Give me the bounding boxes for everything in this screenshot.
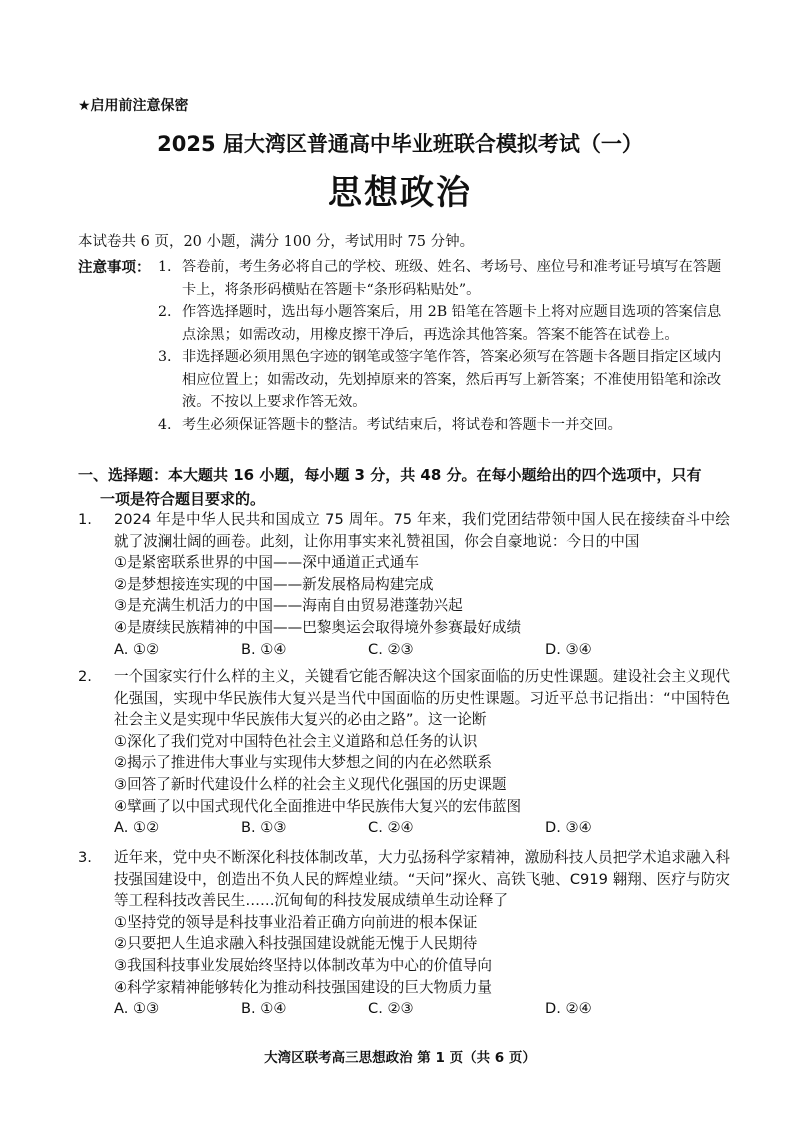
note-item [158, 301, 728, 346]
statement-option: ①坚持党的领导是科技事业沿着正确方向前进的根本保证 [114, 913, 478, 931]
statement-option: ④是赓续民族精神的中国——巴黎奥运会取得境外参赛最好成绩 [114, 618, 522, 636]
exam-title: 2025 届大湾区普通高中毕业班联合模拟考试（一） [157, 132, 643, 156]
note-text: 作答选择题时，选出每小题答案后，用 2B 铅笔在答题卡上将对应题目选项的答案信息点涂黑；如需改动，用橡皮擦干净后，再选涂其他答案。答案不能答在试卷上。 [182, 304, 722, 343]
statement-option: ②是梦想接连实现的中国——新发展格局构建完成 [114, 575, 434, 593]
note-text: 答卷前，考生务必将自己的学校、班级、姓名、考场号、座位号和准考证号填写在答题卡上，将条形码横贴在答题卡“条形码粘贴处”。 [182, 259, 722, 298]
question-stem: 2024 年是中华人民共和国成立 75 周年。75 年来，我们党团结带领中国人民在接续奋斗中绘就了波澜壮阔的画卷。此刻，让你用事实来礼赞祖国，你会自豪地说：今日的中国 [114, 511, 730, 550]
question-number: 1. [78, 511, 92, 528]
statement-option: ②揭示了推进伟大事业与实现伟大梦想之间的内在必然联系 [114, 754, 492, 772]
question-stem: 近年来，党中央不断深化科技体制改革，大力弘扬科学家精神，激励科技人员把学术追求融入科技强国建设中，创造出不负人民的辉煌业绩。“天问”探火、高铁飞驰、C919 翱翔、医疗与防灾等工程科技改善民生……沉甸甸的科技发展成绩单生动诠释了 [114, 849, 730, 910]
note-text: 考生必须保证答题卡的整洁。考试结束后，将试卷和答题卡一并交回。 [182, 416, 622, 433]
choice-b: B. ①④ [241, 1000, 287, 1018]
subject-title: 思想政治 [328, 173, 472, 213]
statement-option: ③是充满生机活力的中国——海南自由贸易港蓬勃兴起 [114, 597, 463, 615]
section-heading-line: 一项是符合题目要求的。 [100, 490, 266, 508]
section-heading-line: 一、选择题：本大题共 16 小题，每小题 3 分，共 48 分。在每小题给出的四个选项中，只有 [78, 466, 702, 484]
choice-a: A. ①② [114, 819, 160, 837]
answer-choices [78, 817, 730, 839]
question-3 [78, 847, 730, 1020]
exam-intro: 本试卷共 6 页，20 小题，满分 100 分，考试用时 75 分钟。 [78, 234, 475, 250]
note-number: 4. [158, 416, 172, 433]
section-heading [78, 463, 728, 511]
statement-option: ④擘画了以中国式现代化全面推进中华民族伟大复兴的宏伟蓝图 [114, 797, 522, 815]
question-2 [78, 666, 730, 839]
statement-option: ②只要把人生追求融入科技强国建设就能无愧于人民期待 [114, 935, 478, 953]
note-item [158, 256, 728, 301]
choice-d: D. ③④ [545, 819, 592, 837]
choice-a: A. ①③ [114, 1000, 160, 1018]
notes-label: 注意事项： [78, 260, 151, 276]
choice-c: C. ②③ [368, 640, 414, 658]
question-stem: 一个国家实行什么样的主义，关键看它能否解决这个国家面临的历史性课题。建设社会主义现代化强国，实现中华民族伟大复兴是当代中国面临的历史性课题。习近平总书记指出：“中国特色社会主义是实现中华民族伟大复兴的必由之路”。这一论断 [114, 668, 730, 729]
choice-c: C. ②③ [368, 1000, 414, 1018]
note-number: 3. [158, 349, 172, 365]
statement-option: ①是紧密联系世界的中国——深中通道正式通车 [114, 554, 419, 572]
question-number: 2. [78, 668, 92, 685]
note-item [158, 414, 728, 437]
statement-option: ③回答了新时代建设什么样的社会主义现代化强国的历史课题 [114, 775, 507, 793]
choice-d: D. ③④ [545, 640, 592, 658]
page-footer: 大湾区联考高三思想政治 第 1 页（共 6 页） [264, 1050, 536, 1066]
choice-b: B. ①③ [241, 819, 287, 837]
statement-option: ①深化了我们党对中国特色社会主义道路和总任务的认识 [114, 732, 478, 750]
note-item [158, 346, 728, 414]
statement-option: ④科学家精神能够转化为推动科技强国建设的巨大物质力量 [114, 978, 492, 996]
note-number: 1. [158, 259, 172, 275]
choice-d: D. ②④ [545, 1000, 592, 1018]
choice-b: B. ①④ [241, 640, 287, 658]
notes-list [158, 256, 728, 436]
answer-choices [78, 998, 730, 1020]
question-number: 3. [78, 849, 92, 866]
confidential-mark: ★启用前注意保密 [78, 98, 189, 114]
statement-option: ③我国科技事业发展始终坚持以体制改革为中心的价值导向 [114, 956, 492, 974]
note-number: 2. [158, 304, 172, 320]
choice-c: C. ②④ [368, 819, 414, 837]
answer-choices [78, 639, 730, 661]
choice-a: A. ①② [114, 640, 160, 658]
note-text: 非选择题必须用黑色字迹的钢笔或签字笔作答，答案必须写在答题卡各题目指定区域内相应位置上；如需改动，先划掉原来的答案，然后再写上新答案；不准使用铅笔和涂改液。不按以上要求作答无效。 [182, 349, 722, 410]
question-1 [78, 509, 730, 660]
